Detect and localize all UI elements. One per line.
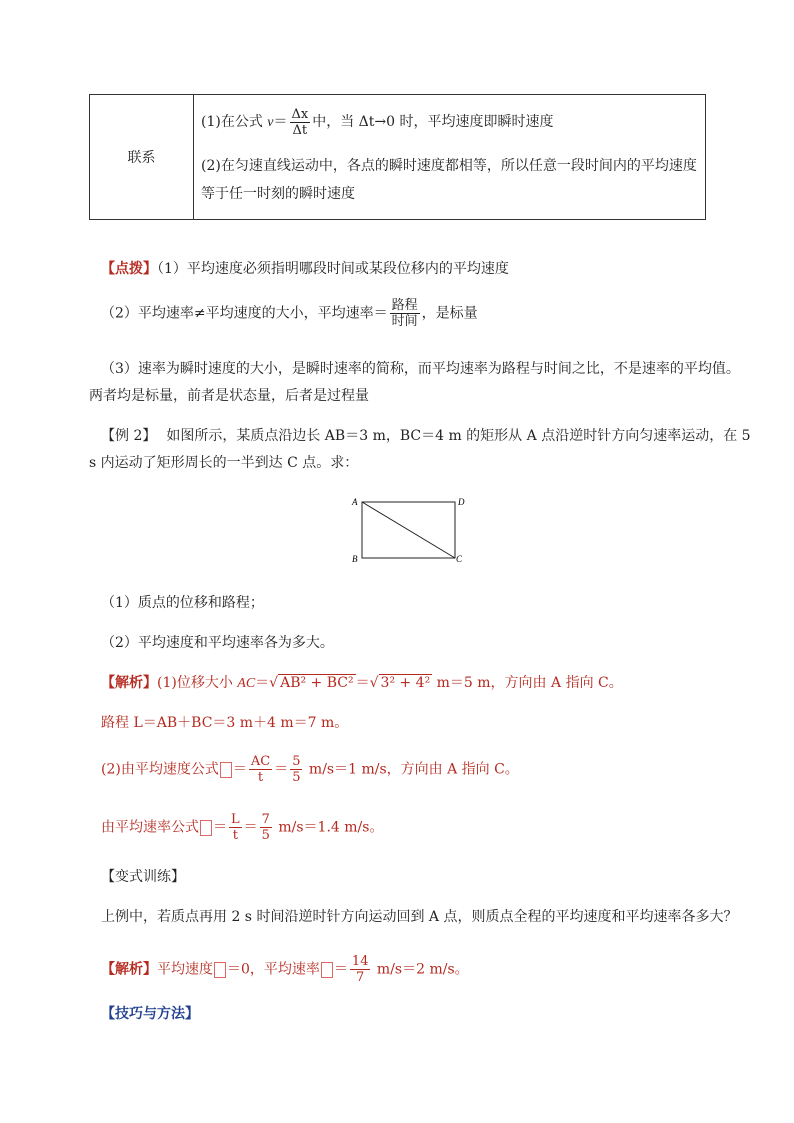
rate-fraction: $\frac{\text{路程}}{\text{时间}}$ [391, 298, 418, 329]
missing-symbol-icon [220, 762, 232, 778]
comparison-table [89, 94, 706, 220]
tips-item2: （2）平均速率≠平均速度的大小，平均速率＝ $\frac{\text{路程}}{\text{时间}}$ ，是标量 [101, 298, 478, 329]
vertex-a: A [352, 497, 358, 507]
missing-symbol-icon [214, 962, 226, 978]
vertex-c: C [456, 554, 463, 564]
tips-item3-line2: 两者均是标量，前者是状态量，后者是过程量 [89, 388, 369, 404]
table-row1: (1)在公式 v＝ $\frac{\Delta x}{\Delta t}$ 中，当 Δt→0 时，平均速度即瞬时速度 [201, 106, 554, 138]
table-content-cell [194, 95, 706, 220]
vertex-d: D [458, 497, 465, 507]
variant-label: 【变式训练】 [101, 869, 185, 885]
vertex-b: B [352, 554, 358, 564]
variant-solution: 【解析】平均速度 ＝0，平均速率 ＝ $\frac{14}{7}$ m/s＝2 m/s。 [101, 954, 469, 985]
question-2: （2）平均速度和平均速率各为多大。 [101, 635, 334, 651]
solution-line3: (2)由平均速度公式 ＝ $\frac{AC}{t}$ ＝ $\frac{5}{5}$ m/s＝1 m/s，方向由 A 指向 C。 [101, 754, 519, 785]
solution-line2: 路程 L＝AB＋BC＝3 m＋4 m＝7 m。 [101, 715, 349, 731]
missing-symbol-icon [200, 820, 212, 836]
diagonal-ac [362, 502, 455, 558]
tips-item3-line1: （3）速率为瞬时速度的大小，是瞬时速率的简称，而平均速率为路程与时间之比，不是速率的平均值。 [101, 361, 740, 377]
question-1: （1）质点的位移和路程； [101, 595, 264, 611]
rectangle-figure [350, 494, 470, 568]
solution-line4: 由平均速率公式 ＝ $\frac{L}{t}$ ＝ $\frac{7}{5}$ m/s＝1.4 m/s。 [101, 812, 384, 843]
table-left-label: 联系 [90, 95, 194, 220]
solution-line1: 【解析】(1)位移大小 AC＝√ AB² + BC² ＝√ 3² + 4² m＝5 m，方向由 A 指向 C。 [101, 675, 623, 691]
example-line1: 【例 2】 如图所示，某质点沿边长 AB＝3 m，BC＝4 m 的矩形从 A 点沿逆时针方向匀速率运动，在 5 [101, 428, 751, 444]
delta-fraction: $\frac{\Delta x}{\Delta t}$ [291, 106, 309, 138]
method-label: 【技巧与方法】 [101, 1006, 199, 1022]
example-line2: s 内运动了矩形周长的一半到达 C 点。求： [89, 455, 359, 471]
missing-symbol-icon [321, 962, 333, 978]
variant-text: 上例中，若质点再用 2 s 时间沿逆时针方向运动回到 A 点，则质点全程的平均速度和平均速率各多大？ [101, 909, 738, 925]
table-row2: (2)在匀速直线运动中，各点的瞬时速度都相等，所以任意一段时间内的平均速度 等于任一时刻的瞬时速度 [201, 158, 697, 202]
tips-item1: 【点拨】（1）平均速度必须指明哪段时间或某段位移内的平均速度 [101, 261, 509, 277]
